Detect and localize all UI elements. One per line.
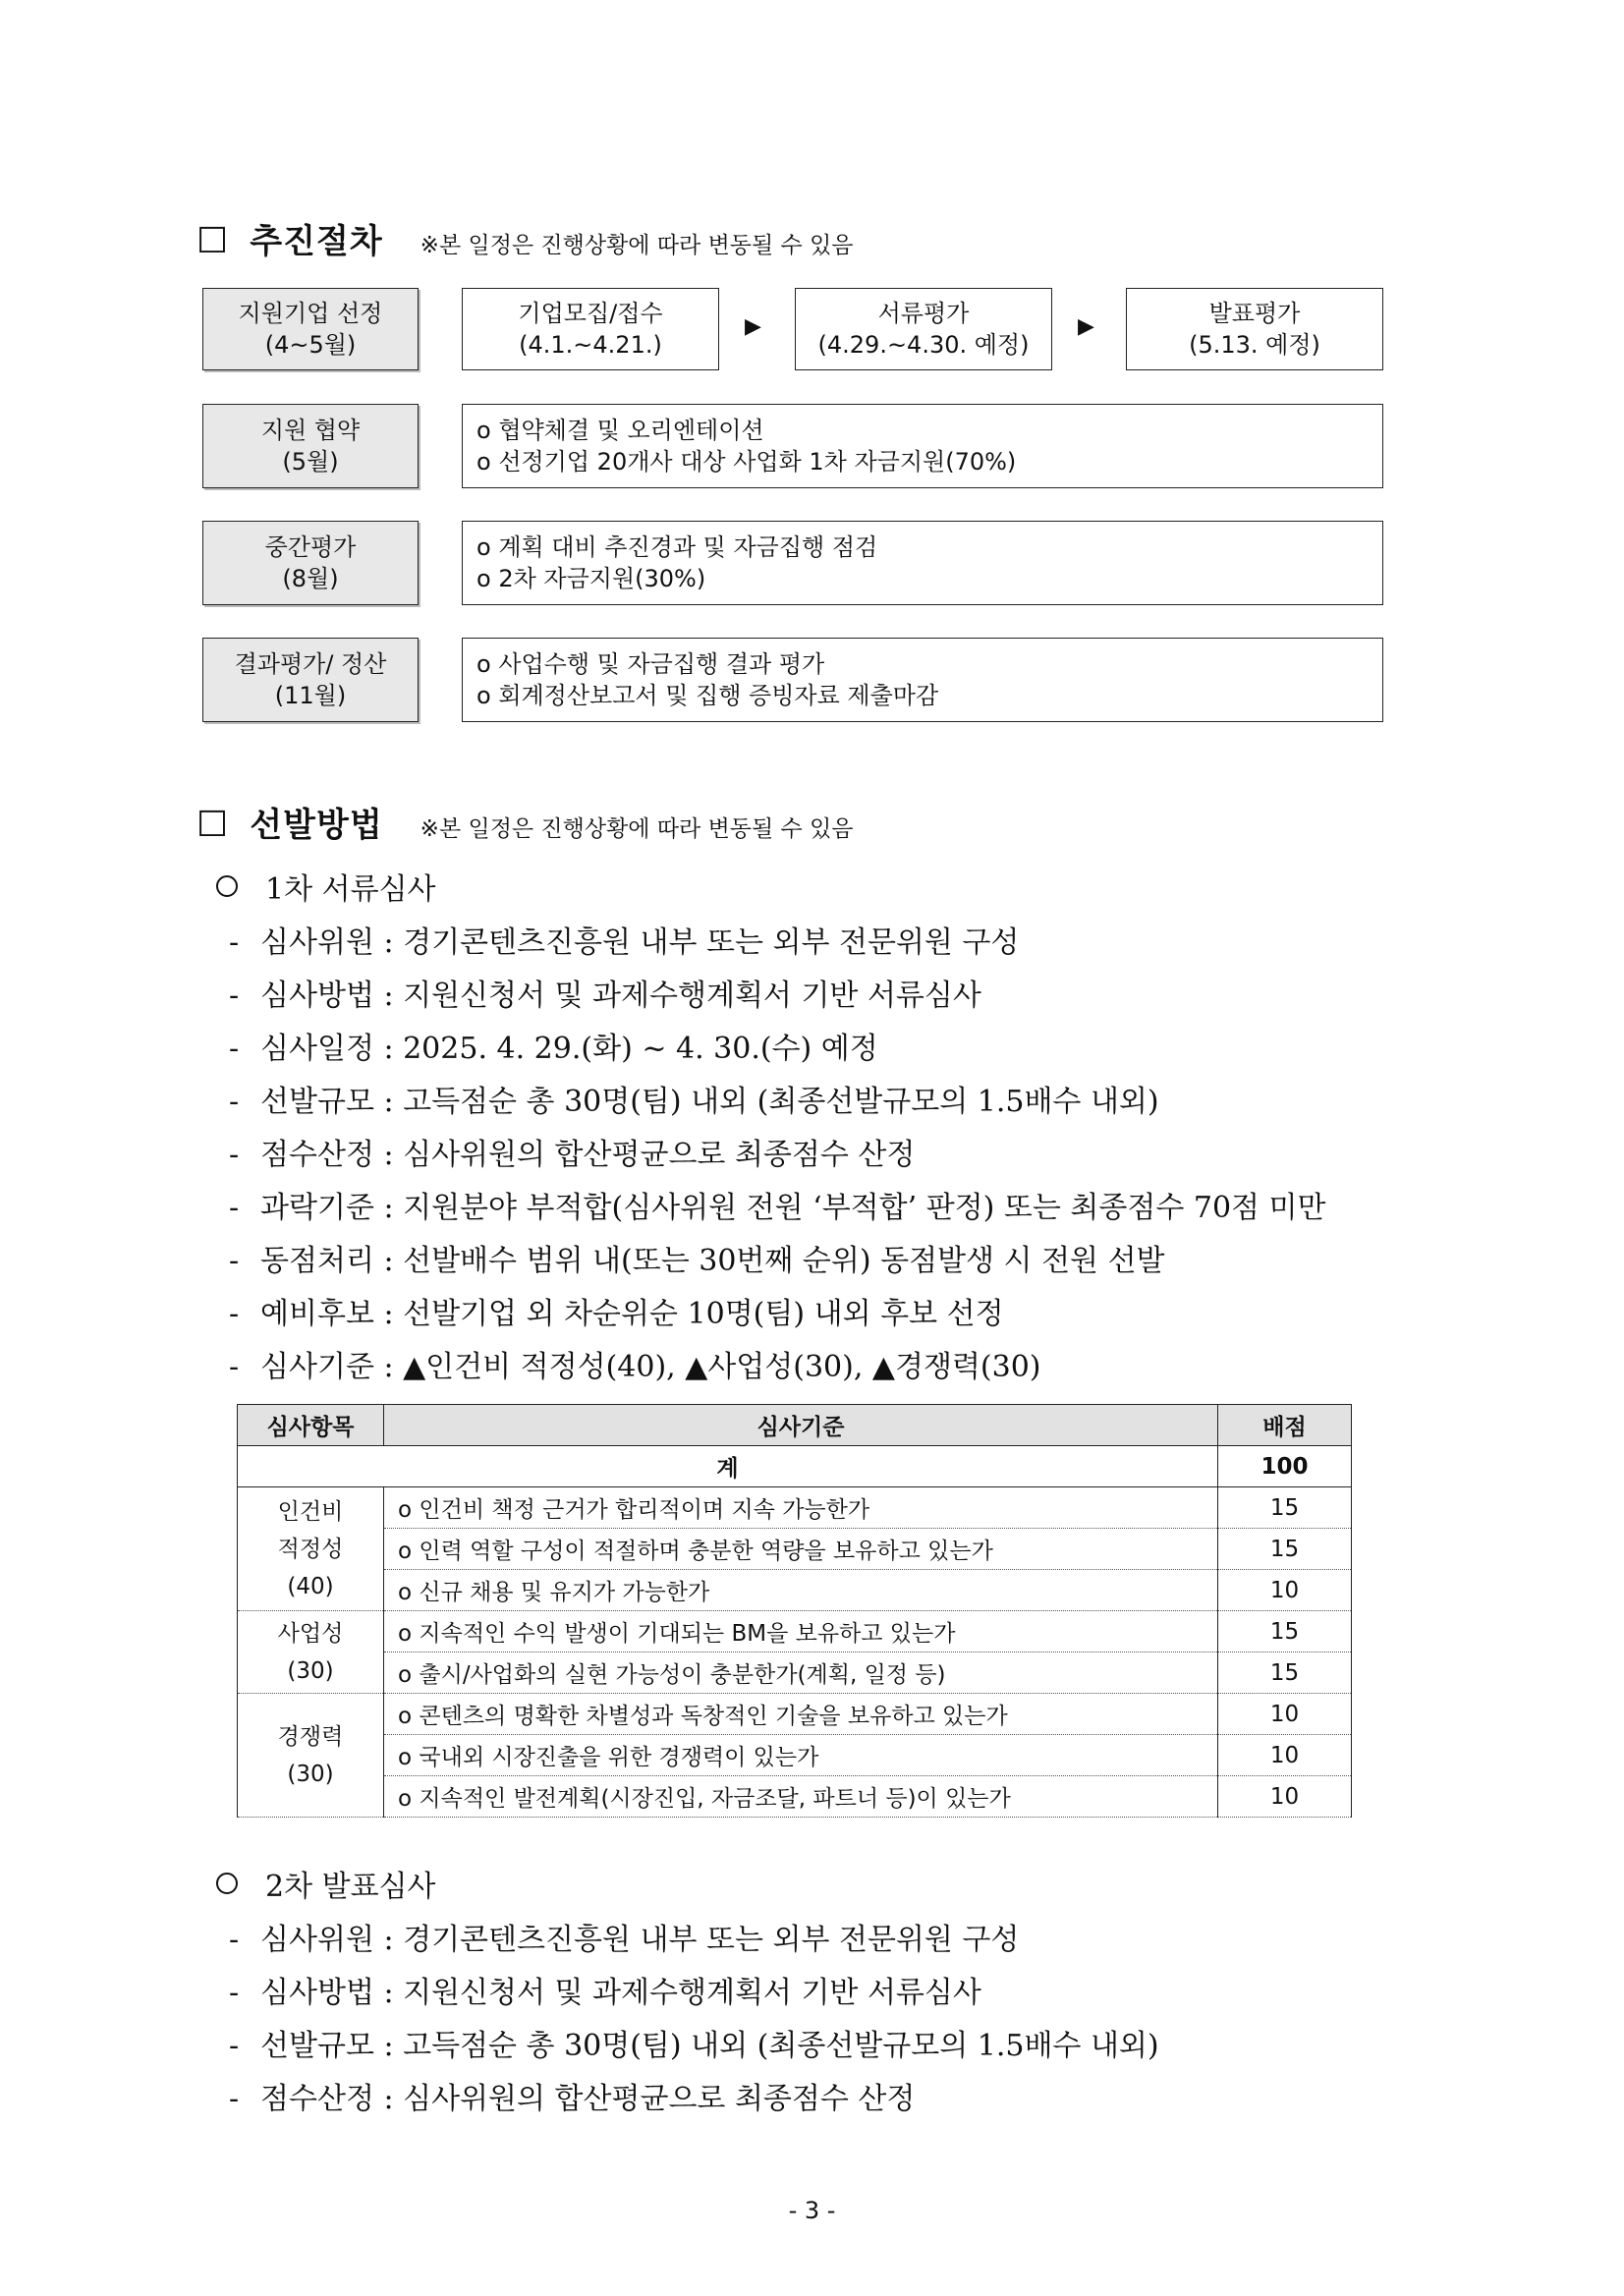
round2-line: - 점수산정 : 심사위원의 합산평균으로 최종점수 산정	[229, 2082, 916, 2116]
circle-bullet-icon	[216, 875, 238, 897]
round2-line: - 심사위원 : 경기콘텐츠진흥원 내부 또는 외부 전문위원 구성	[229, 1923, 1020, 1957]
round1-line: - 선발규모 : 고득점순 총 30명(팀) 내외 (최종선발규모의 1.5배수 내외)	[229, 1085, 1159, 1119]
flow-step-date: (4~5월)	[264, 331, 357, 359]
round-heading-text: 2차 발표심사	[265, 1870, 436, 1904]
header-cell: 배점	[1218, 1405, 1352, 1446]
criteria-text: o 출시/사업화의 실현 가능성이 충분한가(계획, 일정 등)	[384, 1652, 1218, 1694]
circle-bullet-icon	[216, 1873, 238, 1894]
criteria-text: o 인력 역할 구성이 적절하며 충분한 역량을 보유하고 있는가	[384, 1529, 1218, 1570]
category-name: 인건비	[277, 1498, 344, 1525]
stage-item: o 회계정산보고서 및 집행 증빙자료 제출마감	[476, 682, 939, 709]
flow-step-label: 발표평가	[1208, 300, 1301, 327]
round2-heading	[216, 1862, 436, 1905]
flow-step-1	[202, 288, 419, 370]
category-cell	[238, 1694, 384, 1818]
category-name: 경쟁력	[277, 1723, 344, 1750]
section-note: ※본 일정은 진행상황에 따라 변동될 수 있음	[420, 233, 854, 258]
criteria-score: 15	[1218, 1652, 1352, 1694]
round1-line-text: 심사위원 : 경기콘텐츠진흥원 내부 또는 외부 전문위원 구성	[260, 925, 1020, 960]
criteria-score: 10	[1218, 1776, 1352, 1818]
round1-line-text: 점수산정 : 심사위원의 합산평균으로 최종점수 산정	[260, 1138, 916, 1172]
stage-label: 중간평가	[264, 533, 357, 561]
stage-label-midterm	[202, 521, 419, 605]
category-points: (30)	[287, 1657, 334, 1684]
arrow-right-icon: ▶	[745, 314, 761, 339]
table-row	[238, 1570, 1352, 1611]
checkbox-square-icon: ☐	[196, 805, 229, 845]
total-label: 계	[238, 1446, 1218, 1487]
round1-line: - 심사위원 : 경기콘텐츠진흥원 내부 또는 외부 전문위원 구성	[229, 925, 1020, 960]
section-title: 선발방법	[250, 806, 383, 845]
table-total-row	[238, 1446, 1352, 1487]
category-cell	[238, 1611, 384, 1694]
table-row	[238, 1694, 1352, 1735]
stage-period: (11월)	[274, 682, 347, 709]
section-heading-procedure	[196, 214, 854, 262]
round1-line: - 심사기준 : ▲인건비 적정성(40), ▲사업성(30), ▲경쟁력(30)	[229, 1350, 1041, 1384]
round1-line: - 동점처리 : 선발배수 범위 내(또는 30번째 순위) 동점발생 시 전원 선발	[229, 1244, 1165, 1278]
stage-item: o 협약체결 및 오리엔테이션	[476, 417, 764, 444]
round2-line-text: 점수산정 : 심사위원의 합산평균으로 최종점수 산정	[260, 2082, 916, 2116]
criteria-text: o 신규 채용 및 유지가 가능한가	[384, 1570, 1218, 1611]
round1-line-text: 선발규모 : 고득점순 총 30명(팀) 내외 (최종선발규모의 1.5배수 내외)	[260, 1085, 1159, 1119]
section-note: ※본 일정은 진행상황에 따라 변동될 수 있음	[420, 816, 854, 842]
flow-step-label: 지원기업 선정	[238, 300, 383, 327]
category-name: 사업성	[277, 1620, 344, 1647]
stage-label-final	[202, 638, 419, 722]
category-points: (30)	[287, 1761, 334, 1787]
round2-line: - 심사방법 : 지원신청서 및 과제수행계획서 기반 서류심사	[229, 1976, 981, 2010]
stage-item: o 2차 자금지원(30%)	[476, 565, 706, 592]
round1-line-text: 심사기준 : ▲인건비 적정성(40), ▲사업성(30), ▲경쟁력(30)	[260, 1350, 1041, 1384]
round1-line: - 심사일정 : 2025. 4. 29.(화) ~ 4. 30.(수) 예정	[229, 1032, 878, 1066]
criteria-text: o 지속적인 수익 발생이 기대되는 BM을 보유하고 있는가	[384, 1611, 1218, 1652]
round1-heading	[216, 865, 436, 908]
round1-line: - 과락기준 : 지원분야 부적합(심사위원 전원 ‘부적합’ 판정) 또는 최종점수 70점 미만	[229, 1191, 1326, 1225]
stage-item: o 선정기업 20개사 대상 사업화 1차 자금지원(70%)	[476, 448, 1017, 476]
criteria-text: o 콘텐츠의 명확한 차별성과 독창적인 기술을 보유하고 있는가	[384, 1694, 1218, 1735]
checkbox-square-icon: ☐	[196, 221, 229, 261]
round2-line-text: 선발규모 : 고득점순 총 30명(팀) 내외 (최종선발규모의 1.5배수 내외)	[260, 2029, 1159, 2063]
flow-step-date: (5.13. 예정)	[1189, 331, 1320, 359]
table-row	[238, 1735, 1352, 1776]
stage-label: 결과평가/ 정산	[234, 650, 387, 678]
round1-line-text: 예비후보 : 선발기업 외 차순위순 10명(팀) 내외 후보 선정	[260, 1297, 1004, 1331]
round1-line-text: 심사방법 : 지원신청서 및 과제수행계획서 기반 서류심사	[260, 979, 981, 1013]
stage-label: 지원 협약	[260, 417, 361, 444]
flow-step-2	[462, 288, 719, 370]
stage-details-agreement	[462, 404, 1383, 488]
total-score: 100	[1218, 1446, 1352, 1487]
criteria-score: 10	[1218, 1735, 1352, 1776]
category-cell	[238, 1487, 384, 1611]
header-cell: 심사기준	[384, 1405, 1218, 1446]
stage-label-agreement	[202, 404, 419, 488]
table-row	[238, 1776, 1352, 1818]
flow-step-4	[1126, 288, 1383, 370]
criteria-score: 10	[1218, 1694, 1352, 1735]
criteria-text: o 국내외 시장진출을 위한 경쟁력이 있는가	[384, 1735, 1218, 1776]
table-row	[238, 1611, 1352, 1652]
criteria-text: o 지속적인 발전계획(시장진입, 자금조달, 파트너 등)이 있는가	[384, 1776, 1218, 1818]
flow-step-3	[795, 288, 1052, 370]
section-heading-selection	[196, 798, 854, 846]
criteria-score: 10	[1218, 1570, 1352, 1611]
flow-step-label: 서류평가	[877, 300, 970, 327]
flow-step-label: 기업모집/접수	[518, 300, 663, 327]
flow-step-date: (4.1.~4.21.)	[519, 331, 662, 359]
criteria-score: 15	[1218, 1487, 1352, 1529]
stage-details-midterm	[462, 521, 1383, 605]
flow-step-date: (4.29.~4.30. 예정)	[817, 331, 1030, 359]
header-cell: 심사항목	[238, 1405, 384, 1446]
table-row	[238, 1652, 1352, 1694]
table-header-row	[238, 1405, 1352, 1446]
round1-line: - 심사방법 : 지원신청서 및 과제수행계획서 기반 서류심사	[229, 979, 981, 1013]
round2-line-text: 심사위원 : 경기콘텐츠진흥원 내부 또는 외부 전문위원 구성	[260, 1923, 1020, 1957]
round1-line: - 예비후보 : 선발기업 외 차순위순 10명(팀) 내외 후보 선정	[229, 1297, 1004, 1331]
round1-line: - 점수산정 : 심사위원의 합산평균으로 최종점수 산정	[229, 1138, 916, 1172]
round1-line-text: 과락기준 : 지원분야 부적합(심사위원 전원 ‘부적합’ 판정) 또는 최종점수 70점 미만	[260, 1191, 1326, 1225]
table-row	[238, 1529, 1352, 1570]
category-points: (40)	[287, 1573, 334, 1599]
stage-item: o 사업수행 및 자금집행 결과 평가	[476, 650, 825, 678]
arrow-right-icon: ▶	[1078, 314, 1094, 339]
table-row	[238, 1487, 1352, 1529]
page-number: - 3 -	[788, 2197, 836, 2224]
criteria-score: 15	[1218, 1529, 1352, 1570]
stage-period: (8월)	[282, 565, 339, 592]
round1-line-text: 심사일정 : 2025. 4. 29.(화) ~ 4. 30.(수) 예정	[260, 1032, 878, 1066]
criteria-score: 15	[1218, 1611, 1352, 1652]
section-title: 추진절차	[250, 222, 383, 261]
category-name: 적정성	[277, 1536, 344, 1562]
criteria-text: o 인건비 책정 근거가 합리적이며 지속 가능한가	[384, 1487, 1218, 1529]
round2-line-text: 심사방법 : 지원신청서 및 과제수행계획서 기반 서류심사	[260, 1976, 981, 2010]
round2-line: - 선발규모 : 고득점순 총 30명(팀) 내외 (최종선발규모의 1.5배수 내외)	[229, 2029, 1159, 2063]
round-heading-text: 1차 서류심사	[265, 872, 436, 907]
round1-line-text: 동점처리 : 선발배수 범위 내(또는 30번째 순위) 동점발생 시 전원 선발	[260, 1244, 1165, 1278]
stage-details-final	[462, 638, 1383, 722]
stage-period: (5월)	[282, 448, 339, 476]
stage-item: o 계획 대비 추진경과 및 자금집행 점검	[476, 533, 878, 561]
criteria-table	[237, 1404, 1352, 1818]
